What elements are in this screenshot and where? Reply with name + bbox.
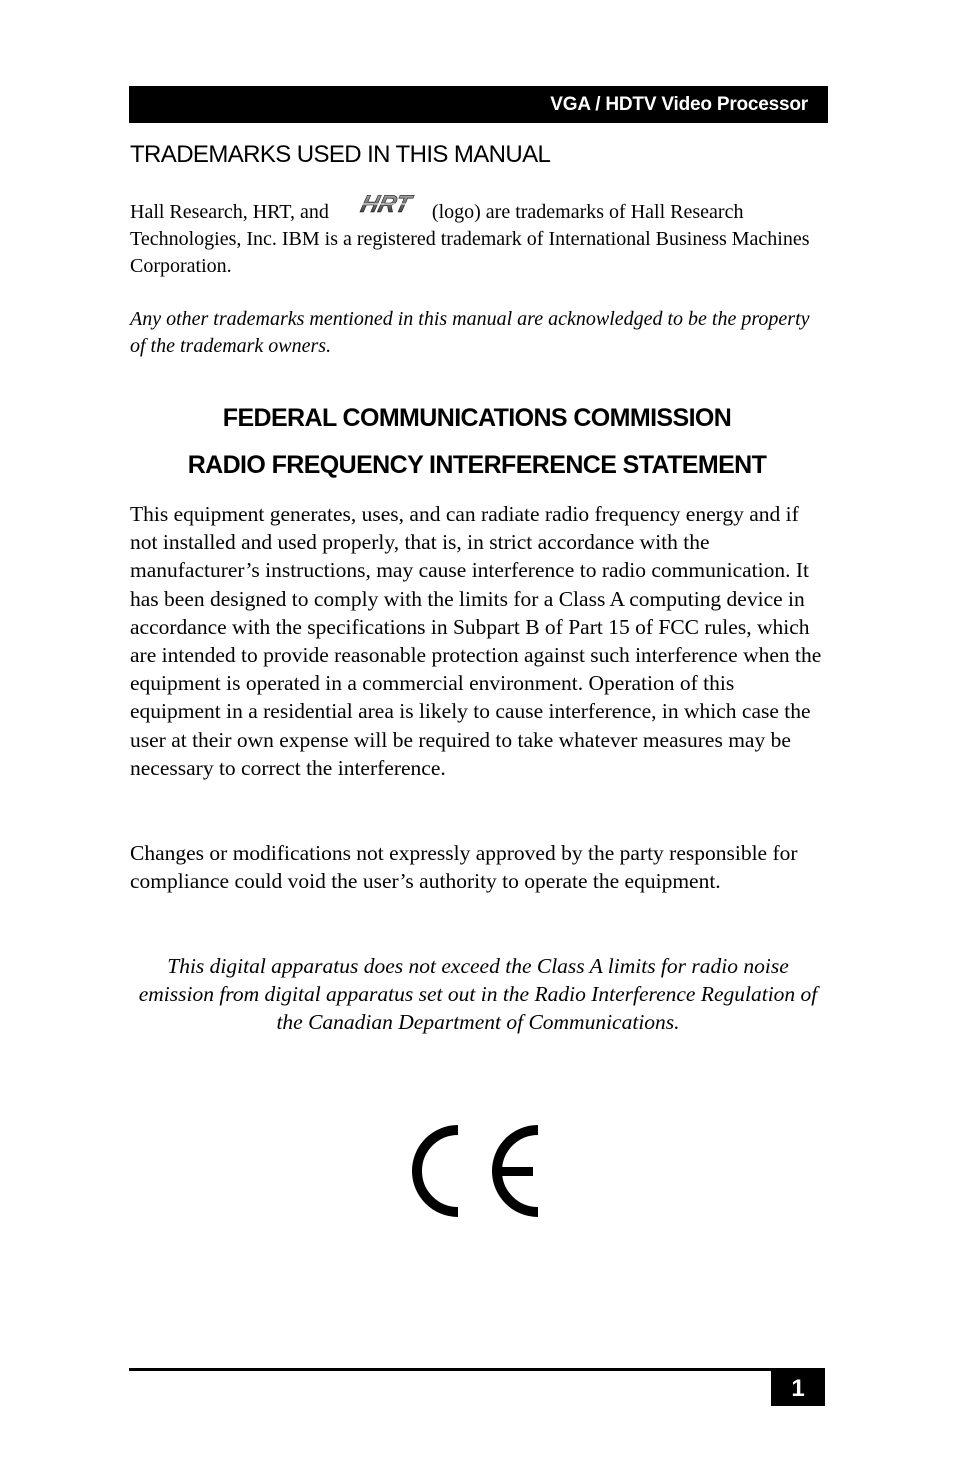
other-trademarks-note: Any other trademarks mentioned in this manual are acknowledged to be the property of the trademark owners.	[130, 308, 810, 357]
canada-compliance-statement: This digital apparatus does not exceed the Class A limits for radio noise emission from digital apparatus set out in the Radio Interference Regulation of the Canadian Department of Communications.	[138, 954, 818, 1035]
fcc-paragraph: This equipment generates, uses, and can radiate radio frequency energy and if not installed and used properly, that is, in strict accordance with the manufacturer’s instructions, may cause interference to radio communication. It has been designed to comply with the limits for a Class A computing device in accordance with the specifications in Subpart B of Part 15 of FCC rules, which are intended to provide reasonable protection against such interference when the equipment is operated in a commercial environment. Operation of this equipment in a residential area is likely to cause interference, in which case the user at their own expense will be required to take whatever measures may be necessary to correct the interference.	[130, 502, 822, 780]
modifications-paragraph: Changes or modifications not expressly approved by the party responsible for compliance could void the user’s authority to operate the equipment.	[130, 841, 798, 894]
trademarks-text-before-logo: Hall Research, HRT, and	[130, 201, 329, 223]
rfi-statement-heading: RADIO FREQUENCY INTERFERENCE STATEMENT	[187, 451, 767, 479]
page-number: 1	[771, 1371, 825, 1406]
trademarks-text-after-logo: (logo) are trademarks of Hall Research Technologies, Inc. IBM is a registered trademark of International Business Machines Corporation.	[130, 201, 810, 277]
fcc-heading: FEDERAL COMMUNICATIONS COMMISSION	[222, 404, 732, 432]
ce-mark-icon	[411, 1124, 541, 1223]
document-title: VGA / HDTV Video Processor	[550, 93, 808, 115]
footer-rule	[129, 1368, 825, 1371]
trademarks-heading: TRADEMARKS USED IN THIS MANUAL	[130, 141, 551, 168]
hrt-logo-text: HRT	[357, 191, 414, 218]
trademarks-paragraph	[130, 191, 830, 280]
page-header-bar	[129, 86, 828, 123]
hrt-logo-icon	[329, 191, 432, 220]
